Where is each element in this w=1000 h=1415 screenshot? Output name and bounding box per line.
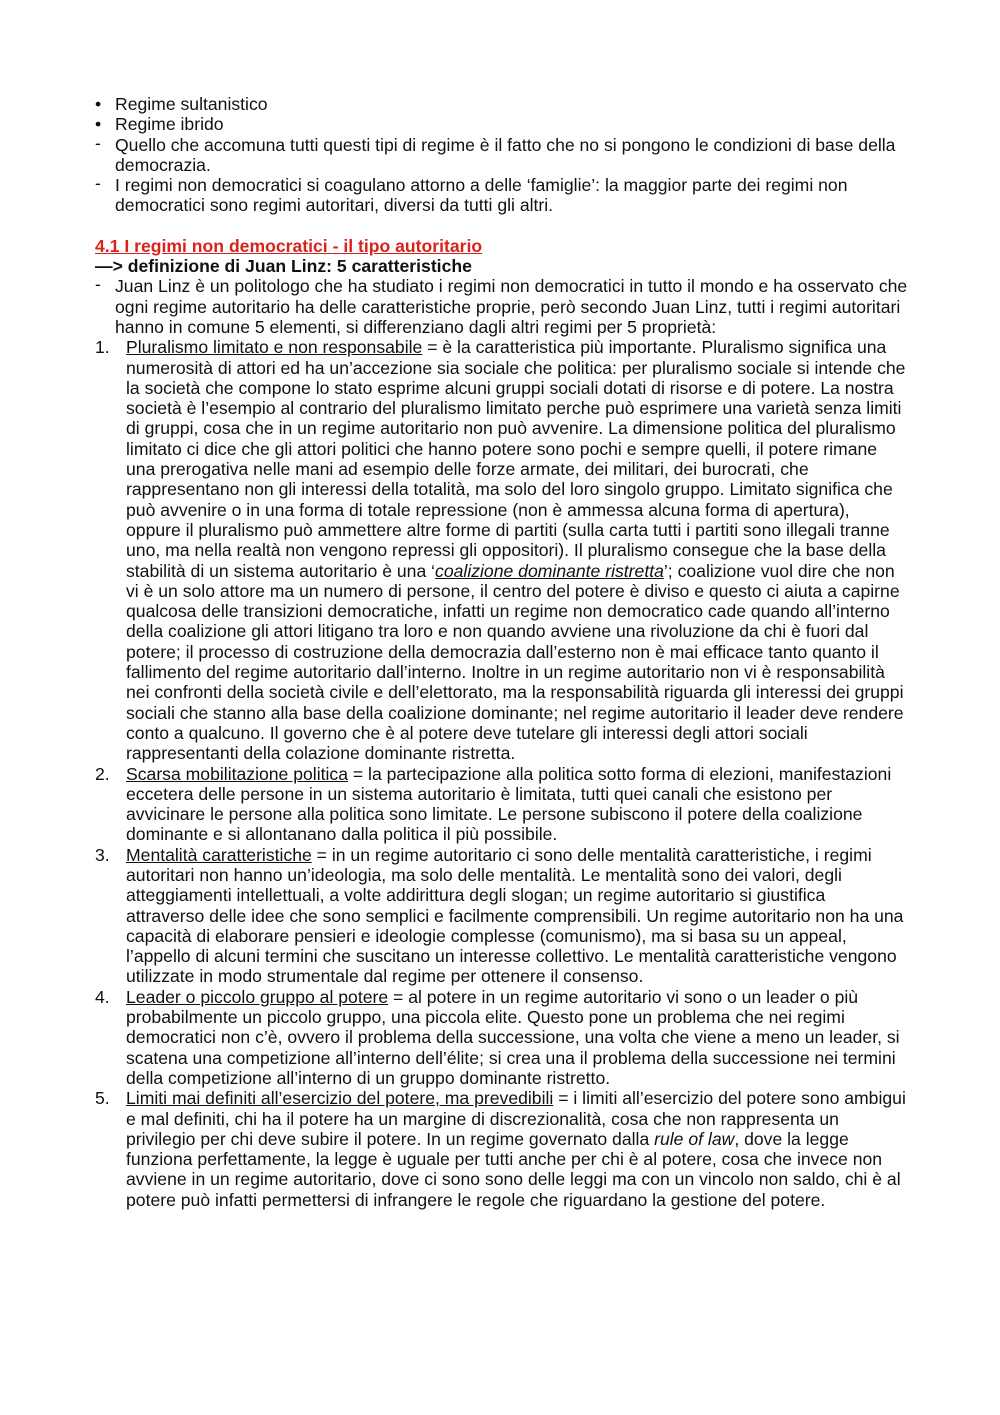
dash-item [95,175,908,216]
intro-text: Juan Linz è un politologo che ha studiato i regimi non democratici in tutto il mondo e ha osservato che ogni regime autoritario ha delle caratteristiche proprie, però secondo Juan Linz, tutti i regimi autoritari hanno in comune 5 elementi, si differenziano dagli altri regimi per 5 proprietà: [115,276,908,337]
subheading: —> definizione di Juan Linz: 5 caratteristiche [95,256,472,277]
numbered-item-2 [95,764,908,845]
item-text: = in un regime autoritario ci sono delle mentalità caratteristiche, i regimi autoritari non hanno un’ideologia, ma solo delle mentalità. Le mentalità sono dei valori, degli atteggiamenti intellettuali, a volte addirittura degli slogan; un regime autoritario si giustifica attraverso delle idee che sono semplici e facilmente comprensibili. Un regime autoritario non ha una capacità di elaborare pensieri e ideologie complesse (comunismo), ma si basa su un appeal, l’appello di alcuni termini che suscitano un interesse collettivo. Le mentalità caratteristiche vengono utilizzate in modo strumentale dal regime per ottenere il consenso. [126,844,904,987]
list-item [95,114,908,134]
dash-text: Quello che accomuna tutti questi tipi di regime è il fatto che no si pongono le condizioni di base della democrazia. [115,134,896,175]
item-number: 1. [95,337,110,358]
dash-mark: - [95,132,101,153]
bullet-dot: • [95,114,102,135]
bullet-text: Regime sultanistico [115,94,268,114]
list-item [95,94,908,114]
item-emphasis: coalizione dominante ristretta [435,560,664,581]
bullet-text: Regime ibrido [115,114,224,135]
section-title: 4.1 I regimi non democratici - il tipo autoritario [95,235,483,256]
item-term: Mentalità caratteristiche [126,844,312,865]
dash-mark: - [95,274,101,295]
item-number: 4. [95,986,110,1007]
numbered-item-5 [95,1088,908,1210]
bullet-dot: • [95,94,102,114]
item-text-continued: , dove la legge funziona perfettamente, la legge è uguale per tutti anche per chi è al potere, cosa che invece non avviene in un regime autoritario, dove ci sono sono delle leggi ma con un vincolo non saldo, chi è al potere può infatti permettersi di infrangere le regole che riguardano la gestione del potere. [126,1128,901,1210]
item-number: 5. [95,1088,110,1109]
spacer [95,216,908,236]
intro-paragraph [95,276,908,337]
item-text: = al potere in un regime autoritario vi sono o un leader o più probabilmente un piccolo gruppo, una piccola elite. Questo pone un problema che nei regimi democratici non c’è, ovvero il problema della successione, una volta che viene a meno un leader, si scatena una competizione all’interno dell’élite; si crea una il problema della successione nei termini della competizione all’interno di un gruppo dominante ristretto. [126,986,900,1088]
numbered-item-4 [95,987,908,1088]
item-emphasis: rule of law [654,1128,735,1149]
dash-mark: - [95,173,101,194]
item-text-continued: ’; coalizione vuol dire che non vi è un solo attore ma un numero di persone, il centro del potere è diviso e questo ci aiuta a capirne qualcosa delle transizioni democratiche, infatti un regime non democratico cade quando all’interno della coalizione gli attori litigano tra loro e non quando avviene una rivoluzione da chi è fuori dal potere; il processo di costruzione della democrazia dall’esterno non è mai efficace tanto quanto il fallimento del regime autoritario dall’interno. Inoltre in un regime autoritario non vi è responsabilità nei confronti della società civile e dell’elettorato, ma la responsabilità riguarda gli interessi dei gruppi sociali che stanno alla base della coalizione dominante; nel regime autoritario il leader deve rendere conto a qualcuno. Il governo che è al potere deve tutelare gli interessi degli attori sociali rappresentanti della colazione dominante ristretta. [126,560,904,764]
dash-text: I regimi non democratici si coagulano attorno a delle ‘famiglie’: la maggior parte dei regimi non democratici sono regimi autoritari, diversi da tutti gli altri. [115,175,848,216]
item-text: = i limiti all’esercizio del potere sono ambigui e mal definiti, chi ha il potere ha un margine di discrezionalità, cosa che non rappresenta un privilegio per chi deve subire il potere. In un regime governato dalla [126,1088,906,1149]
numbered-item-3 [95,845,908,987]
item-text: = la partecipazione alla politica sotto forma di elezioni, manifestazioni eccetera delle persone in un sistema autoritario è limitata, tutti quei canali che esistono per avvicinare le persone alla politica sono limitate. Le persone subiscono il potere della coalizione dominante e si allontanano dalla politica il più possibile. [126,763,892,845]
item-text: = è la caratteristica più importante. Pluralismo significa una numerosità di attori ed ha un’accezione sia sociale che politica: per pluralismo sociale si intende che la società che compone lo stato esprime alcuni gruppi sociali dotati di risorse e di potere. La nostra società è l’esempio al contrario del pluralismo limitato perche può esprimere una varietà senza limiti di gruppi, cosa che in un regime autoritario non può avvenire. La dimensione politica del pluralismo limitato ci dice che gli attori politici che hanno potere sono pochi e sempre quelli, il potere rimane una prerogativa nelle mani ad esempio delle forze armate, dei militari, dei burocrati, che rappresentano non gli interessi della totalità, ma solo del loro singolo gruppo. Limitato significa che può avvenire o in una forma di totale repressione (non è ammessa alcuna forma di apertura), oppure il pluralismo può ammettere altre forme di partiti (sulla carta tutti i partiti sono illegali tranne uno, ma nella realtà non vengono repressi gli oppositori). Il pluralismo consegue che la base della stabilità di un sistema autoritario è una ‘ [126,337,906,581]
dash-item [95,132,908,176]
item-term: Limiti mai definiti all’esercizio del potere, ma prevedibili [126,1088,554,1109]
item-number: 3. [95,844,110,865]
item-term: Leader o piccolo gruppo al potere [126,986,389,1007]
item-term: Pluralismo limitato e non responsabile [126,337,423,358]
item-number: 2. [95,763,110,784]
item-term: Scarsa mobilitazione politica [126,763,348,784]
numbered-item-1 [95,337,908,763]
